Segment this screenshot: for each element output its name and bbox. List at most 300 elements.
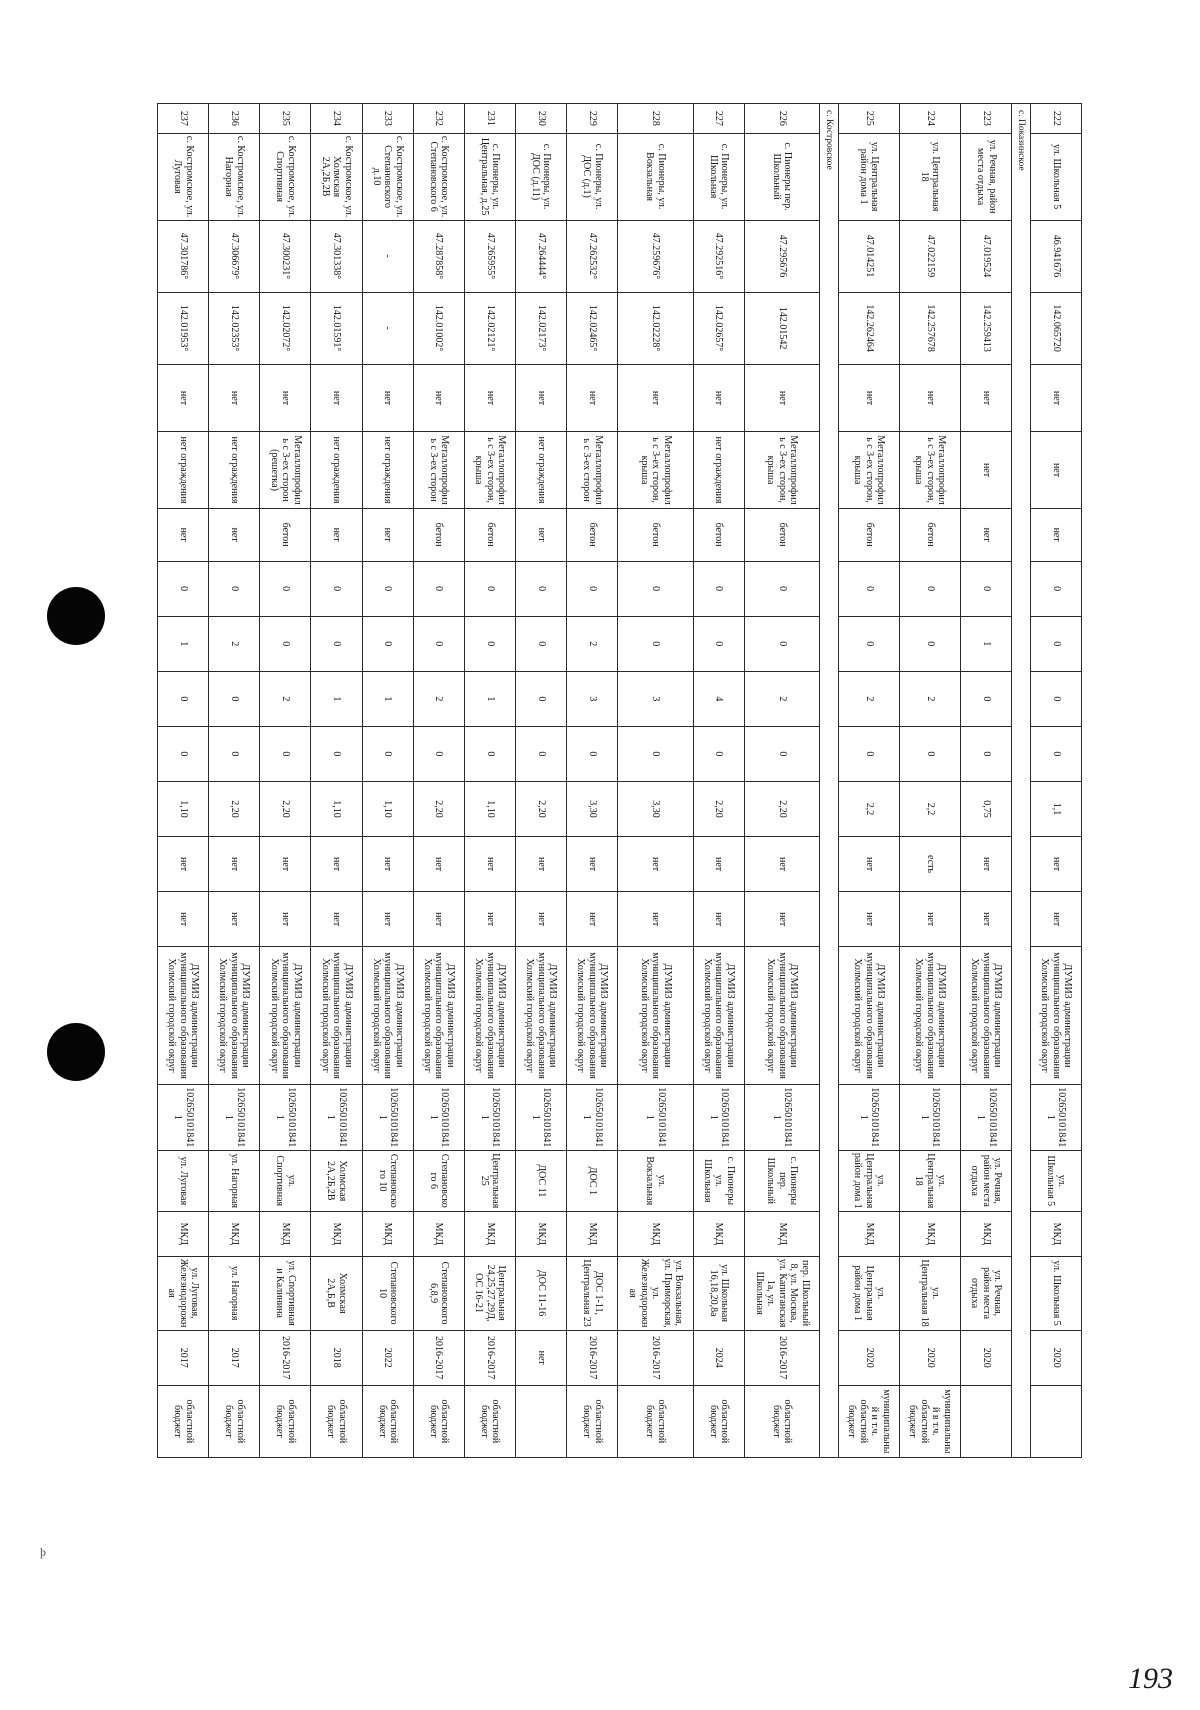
cell-n2: 0 [618,616,693,671]
cell-addr: с. Пионеры, ул. Центральная, д.25 [464,133,515,220]
cell-num: 225 [838,104,899,134]
cell-lat: 47.019524 [961,220,1012,292]
cell-fund: областной бюджет [464,1385,515,1457]
cell-fund: муниципальный и т.ч. областной бюджет [838,1385,899,1457]
cell-type: МКД [515,1212,566,1256]
cell-fence: нет ограждения [158,432,209,508]
cell-f2: нет [838,892,899,947]
cell-cover: нет [515,508,566,561]
cell-src: ул. Вокзальная [618,1150,693,1211]
table-row [158,104,209,1458]
cell-type: МКД [838,1212,899,1256]
cell-area: 2,20 [413,781,464,836]
cell-type: МКД [618,1212,693,1256]
cell-n1: 0 [838,561,899,616]
cell-fence: Металлопрофиль с 3-ех сторон, крыша [464,432,515,508]
cell-addr: с. Пионеры, ул. Школьная [693,133,744,220]
cell-area: 2,20 [515,781,566,836]
cell-f1: нет [567,837,618,892]
cell-cover: бетон [693,508,744,561]
cell-ogrn: 1026501018411 [744,1084,819,1150]
cell-base: нет [158,364,209,432]
cell-area: 2,2 [899,781,960,836]
cell-year: 2016-2017 [618,1330,693,1385]
cell-num: 235 [260,104,311,134]
cell-num: 231 [464,104,515,134]
cell-type: МКД [567,1212,618,1256]
cell-lon: 142.01953° [158,292,209,364]
cell-f1: нет [838,837,899,892]
cell-num: 226 [744,104,819,134]
punch-hole-top [47,587,105,645]
cell-base: нет [693,364,744,432]
cell-f1: нет [362,837,413,892]
cell-owner: ДУМИЗ администрации муниципального образования Холмский городской округ [1030,947,1081,1085]
cell-owner: ДУМИЗ администрации муниципального образования Холмский городской округ [618,947,693,1085]
section-label: с. Костровское [820,104,839,1458]
cell-addr: ул. Центральная район дома 1 [838,133,899,220]
cell-n3: 2 [899,671,960,726]
cell-lat: 47.262532° [567,220,618,292]
cell-serv: ул. Нагорная [209,1256,260,1330]
cell-src: ДОС 1 [567,1150,618,1211]
cell-area: 1,10 [362,781,413,836]
cell-src: ул. Луговая [158,1150,209,1211]
cell-f1: нет [158,837,209,892]
cell-f1: нет [260,837,311,892]
cell-type: МКД [961,1212,1012,1256]
cell-n4: 0 [515,726,566,781]
cell-num: 227 [693,104,744,134]
section-row [820,104,839,1458]
cell-fence: нет ограждения [693,432,744,508]
cell-base: нет [961,364,1012,432]
cell-ogrn: 1026501018411 [618,1084,693,1150]
cell-n3: 0 [961,671,1012,726]
cell-n3: 2 [744,671,819,726]
cell-lat: 47.264444° [515,220,566,292]
cell-area: 2,2 [838,781,899,836]
cell-n4: 0 [961,726,1012,781]
cell-year: 2016-2017 [413,1330,464,1385]
cell-n4: 0 [209,726,260,781]
cell-f2: нет [1030,892,1081,947]
cell-type: МКД [362,1212,413,1256]
cell-cover: нет [209,508,260,561]
cell-lon: 142.02173° [515,292,566,364]
cell-serv: ул. Спортивная и Калинина [260,1256,311,1330]
cell-fund: областной бюджет [744,1385,819,1457]
cell-src: ул. Нагорная [209,1150,260,1211]
cell-serv: ул. Школьная 16,18,20,8а [693,1256,744,1330]
cell-owner: ДУМИЗ администрации муниципального образования Холмский городской округ [311,947,362,1085]
cell-addr: с. Пионеры, ул. Вокзальная [618,133,693,220]
cell-addr: с. Костромское, ул. Степановского 6 [413,133,464,220]
section-row [1012,104,1031,1458]
cell-area: 2,20 [209,781,260,836]
waste-sites-table [157,103,1082,1458]
cell-num: 229 [567,104,618,134]
cell-src: Центральная 25 [464,1150,515,1211]
cell-n3: 3 [618,671,693,726]
cell-lon: - [362,292,413,364]
cell-fund: областной бюджет [567,1385,618,1457]
cell-lon: 142.02121° [464,292,515,364]
cell-n3: 0 [209,671,260,726]
cell-fence: Металлопрофиль с 3-ех сторон (решетка) [260,432,311,508]
cell-year: 2020 [838,1330,899,1385]
cell-n4: 0 [567,726,618,781]
cell-lat: 47.300231° [260,220,311,292]
cell-area: 1,1 [1030,781,1081,836]
cell-num: 224 [899,104,960,134]
cell-fund [515,1385,566,1457]
cell-n3: 1 [464,671,515,726]
cell-num: 232 [413,104,464,134]
section-label: с. Показинское [1012,104,1031,1458]
cell-n2: 0 [744,616,819,671]
cell-n1: 0 [209,561,260,616]
cell-n4: 0 [1030,726,1081,781]
cell-cover: бетон [567,508,618,561]
cell-lat: 47.301338° [311,220,362,292]
cell-fund: областной бюджет [311,1385,362,1457]
cell-n2: 0 [899,616,960,671]
cell-owner: ДУМИЗ администрации муниципального образования Холмский городской округ [693,947,744,1085]
cell-year: 2020 [961,1330,1012,1385]
cell-ogrn: 1026501018411 [899,1084,960,1150]
cell-ogrn: 1026501018411 [567,1084,618,1150]
cell-type: МКД [158,1212,209,1256]
cell-lat: 47.014251 [838,220,899,292]
cell-n2: 0 [838,616,899,671]
cell-lon: 142.02465° [567,292,618,364]
cell-lat: 47.022159 [899,220,960,292]
cell-ogrn: 1026501018411 [362,1084,413,1150]
cell-n4: 0 [260,726,311,781]
cell-area: 2,20 [260,781,311,836]
cell-serv: ул. Вокзальная, ул. Приморская, ул. Железнодорожная [618,1256,693,1330]
table-row [260,104,311,1458]
cell-n3: 0 [515,671,566,726]
cell-type: МКД [464,1212,515,1256]
table-row [899,104,960,1458]
cell-owner: ДУМИЗ администрации муниципального образования Холмский городской округ [209,947,260,1085]
cell-f2: нет [413,892,464,947]
cell-n2: 0 [515,616,566,671]
cell-n4: 0 [693,726,744,781]
cell-lon: 142.02228° [618,292,693,364]
cell-fence: нет ограждения [362,432,413,508]
cell-owner: ДУМИЗ администрации муниципального образования Холмский городской округ [158,947,209,1085]
cell-f2: нет [899,892,960,947]
cell-lat: 46.941676 [1030,220,1081,292]
cell-f2: нет [158,892,209,947]
cell-n2: 0 [1030,616,1081,671]
cell-type: МКД [744,1212,819,1256]
cell-addr: с. Пионеры пер. Школьный [744,133,819,220]
cell-serv: Центральная 24,25,27,29Д, ОС 16-21 [464,1256,515,1330]
cell-base: нет [209,364,260,432]
cell-owner: ДУМИЗ администрации муниципального образования Холмский городской округ [260,947,311,1085]
cell-lon: 142.065720 [1030,292,1081,364]
cell-n3: 0 [1030,671,1081,726]
cell-f2: нет [515,892,566,947]
cell-n4: 0 [838,726,899,781]
cell-n4: 0 [158,726,209,781]
cell-num: 236 [209,104,260,134]
cell-year: 2016-2017 [464,1330,515,1385]
cell-serv: Холмская 2А,Б,В [311,1256,362,1330]
cell-f1: нет [311,837,362,892]
cell-src: Холмская 2А,2Б,2В [311,1150,362,1211]
cell-year: 2016-2017 [744,1330,819,1385]
cell-fund: областной бюджет [260,1385,311,1457]
cell-lon: 142.01002° [413,292,464,364]
table-row [362,104,413,1458]
cell-fund [961,1385,1012,1457]
cell-n2: 0 [413,616,464,671]
punch-hole-bottom [47,1023,105,1081]
cell-n2: 0 [311,616,362,671]
cell-addr: с. Пионеры, ул. ДОС (д.11) [515,133,566,220]
cell-addr: с. Костромское, ул. Степановского д.10 [362,133,413,220]
page-number: 193 [1128,1662,1173,1695]
cell-lat: 47.301786° [158,220,209,292]
table-row [961,104,1012,1458]
cell-year: 2024 [693,1330,744,1385]
table-row [618,104,693,1458]
cell-f1: нет [464,837,515,892]
cell-src: Степановского 6 [413,1150,464,1211]
cell-year: 2016-2017 [567,1330,618,1385]
cell-n4: 0 [413,726,464,781]
cell-num: 233 [362,104,413,134]
cell-ogrn: 1026501018411 [413,1084,464,1150]
cell-n1: 0 [961,561,1012,616]
cell-src: с. Пионеры ул. Школьная [693,1150,744,1211]
table-row [311,104,362,1458]
cell-n3: 2 [838,671,899,726]
cell-year: 2017 [158,1330,209,1385]
cell-serv: ДОС 11-16 [515,1256,566,1330]
cell-lat: 47.295676 [744,220,819,292]
cell-fence: Металлопрофиль с 3-ех сторон [567,432,618,508]
table-row [693,104,744,1458]
cell-year: 2020 [1030,1330,1081,1385]
cell-owner: ДУМИЗ администрации муниципального образования Холмский городской округ [961,947,1012,1085]
cell-serv: ул. Речная, район места отдыха [961,1256,1012,1330]
cell-addr: ул. Центральная 18 [899,133,960,220]
cell-ogrn: 1026501018411 [1030,1084,1081,1150]
cell-n2: 0 [362,616,413,671]
cell-owner: ДУМИЗ администрации муниципального образования Холмский городской округ [413,947,464,1085]
cell-addr: с. Пионеры, ул. ДОС (д.1) [567,133,618,220]
cell-ogrn: 1026501018411 [311,1084,362,1150]
cell-area: 1,10 [311,781,362,836]
cell-n1: 0 [693,561,744,616]
cell-year: 2018 [311,1330,362,1385]
cell-f2: нет [311,892,362,947]
cell-fund: областной бюджет [362,1385,413,1457]
cell-f1: есть [899,837,960,892]
cell-base: нет [744,364,819,432]
cell-base: нет [618,364,693,432]
cell-n1: 0 [464,561,515,616]
cell-n2: 2 [209,616,260,671]
cell-lat: 47.306679° [209,220,260,292]
cell-n2: 1 [158,616,209,671]
cell-f1: нет [961,837,1012,892]
cell-cover: бетон [413,508,464,561]
cell-f2: нет [260,892,311,947]
cell-serv: ул. Центральная район дома 1 [838,1256,899,1330]
cell-n4: 0 [899,726,960,781]
cell-base: нет [515,364,566,432]
cell-owner: ДУМИЗ администрации муниципального образования Холмский городской округ [464,947,515,1085]
cell-n1: 0 [899,561,960,616]
cell-fund: областной бюджет [693,1385,744,1457]
table-row [413,104,464,1458]
cell-n2: 1 [961,616,1012,671]
cell-base: нет [464,364,515,432]
cell-src: ул. Школьная 5 [1030,1150,1081,1211]
cell-serv: ул. Центральная 18 [899,1256,960,1330]
cell-f2: нет [209,892,260,947]
cell-ogrn: 1026501018411 [838,1084,899,1150]
cell-n1: 0 [362,561,413,616]
cell-f1: нет [618,837,693,892]
cell-fence: нет ограждения [515,432,566,508]
cell-area: 1,10 [158,781,209,836]
cell-f2: нет [362,892,413,947]
cell-n1: 0 [260,561,311,616]
cell-fence: нет ограждения [209,432,260,508]
cell-n1: 0 [744,561,819,616]
cell-n3: 1 [311,671,362,726]
cell-lon: 142.02657° [693,292,744,364]
cell-fence: нет ограждения [311,432,362,508]
cell-fence: нет [1030,432,1081,508]
cell-n4: 0 [311,726,362,781]
cell-year: 2022 [362,1330,413,1385]
cell-n1: 0 [158,561,209,616]
cell-fence: Металлопрофиль с 3-ех сторон [413,432,464,508]
cell-base: нет [838,364,899,432]
cell-n4: 0 [618,726,693,781]
cell-lat: 47.259676° [618,220,693,292]
cell-n1: 0 [618,561,693,616]
table-row [838,104,899,1458]
cell-year: 2017 [209,1330,260,1385]
cell-fund [1030,1385,1081,1457]
table-body [158,104,1082,1458]
cell-base: нет [311,364,362,432]
cell-n2: 2 [567,616,618,671]
cell-n3: 2 [260,671,311,726]
cell-base: нет [413,364,464,432]
cell-owner: ДУМИЗ администрации муниципального образования Холмский городской округ [515,947,566,1085]
cell-owner: ДУМИЗ администрации муниципального образования Холмский городской округ [744,947,819,1085]
cell-area: 0,75 [961,781,1012,836]
cell-owner: ДУМИЗ администрации муниципального образования Холмский городской округ [838,947,899,1085]
cell-year: 2020 [899,1330,960,1385]
cell-f1: нет [209,837,260,892]
cell-fence: Металлопрофиль с 3-ех сторон, крыша [899,432,960,508]
cell-base: нет [260,364,311,432]
cell-cover: нет [311,508,362,561]
cell-n4: 0 [362,726,413,781]
cell-serv: ДОС 1-11, Центральная 23 [567,1256,618,1330]
cell-num: 222 [1030,104,1081,134]
cell-type: МКД [693,1212,744,1256]
cell-n3: 2 [413,671,464,726]
registry-table-sheet [157,103,1082,1458]
cell-num: 234 [311,104,362,134]
cell-n1: 0 [567,561,618,616]
cell-num: 223 [961,104,1012,134]
margin-mark: þ [40,1545,46,1559]
cell-f2: нет [744,892,819,947]
cell-f2: нет [961,892,1012,947]
cell-lon: 142.02072° [260,292,311,364]
cell-ogrn: 1026501018411 [209,1084,260,1150]
cell-src: Степановского 10 [362,1150,413,1211]
cell-area: 2,20 [693,781,744,836]
cell-ogrn: 1026501018411 [693,1084,744,1150]
cell-fund: областной бюджет [413,1385,464,1457]
cell-fund: муниципальный в т.ч. областной бюджет [899,1385,960,1457]
cell-fund: областной бюджет [618,1385,693,1457]
cell-area: 3,30 [618,781,693,836]
cell-addr: с. Костромское, ул. Луговая [158,133,209,220]
cell-fence: нет [961,432,1012,508]
table-row [515,104,566,1458]
cell-lon: 142.01591° [311,292,362,364]
cell-lat: 47.287858° [413,220,464,292]
cell-ogrn: 1026501018411 [464,1084,515,1150]
cell-f2: нет [693,892,744,947]
cell-f1: нет [1030,837,1081,892]
cell-n3: 0 [158,671,209,726]
cell-type: МКД [1030,1212,1081,1256]
cell-num: 230 [515,104,566,134]
cell-lat: 47.265955° [464,220,515,292]
cell-f1: нет [413,837,464,892]
cell-cover: нет [362,508,413,561]
cell-lon: 142.01542 [744,292,819,364]
cell-f1: нет [515,837,566,892]
cell-owner: ДУМИЗ администрации муниципального образования Холмский городской округ [899,947,960,1085]
cell-type: МКД [311,1212,362,1256]
cell-area: 2,20 [744,781,819,836]
cell-base: нет [567,364,618,432]
cell-n3: 4 [693,671,744,726]
cell-fence: Металлопрофиль с 3-ех сторон, крыша [838,432,899,508]
table-row [1030,104,1081,1458]
cell-ogrn: 1026501018411 [961,1084,1012,1150]
cell-fence: Металлопрофиль с 3-ех сторон, крыша [744,432,819,508]
cell-n2: 0 [693,616,744,671]
cell-area: 3,30 [567,781,618,836]
cell-cover: нет [1030,508,1081,561]
cell-cover: бетон [744,508,819,561]
cell-year: 2016-2017 [260,1330,311,1385]
cell-addr: с. Костромское, ул. Холмская 2А,2Б,2В [311,133,362,220]
cell-lat: - [362,220,413,292]
cell-addr: с. Костромское, ул. Нагорная [209,133,260,220]
cell-f2: нет [618,892,693,947]
